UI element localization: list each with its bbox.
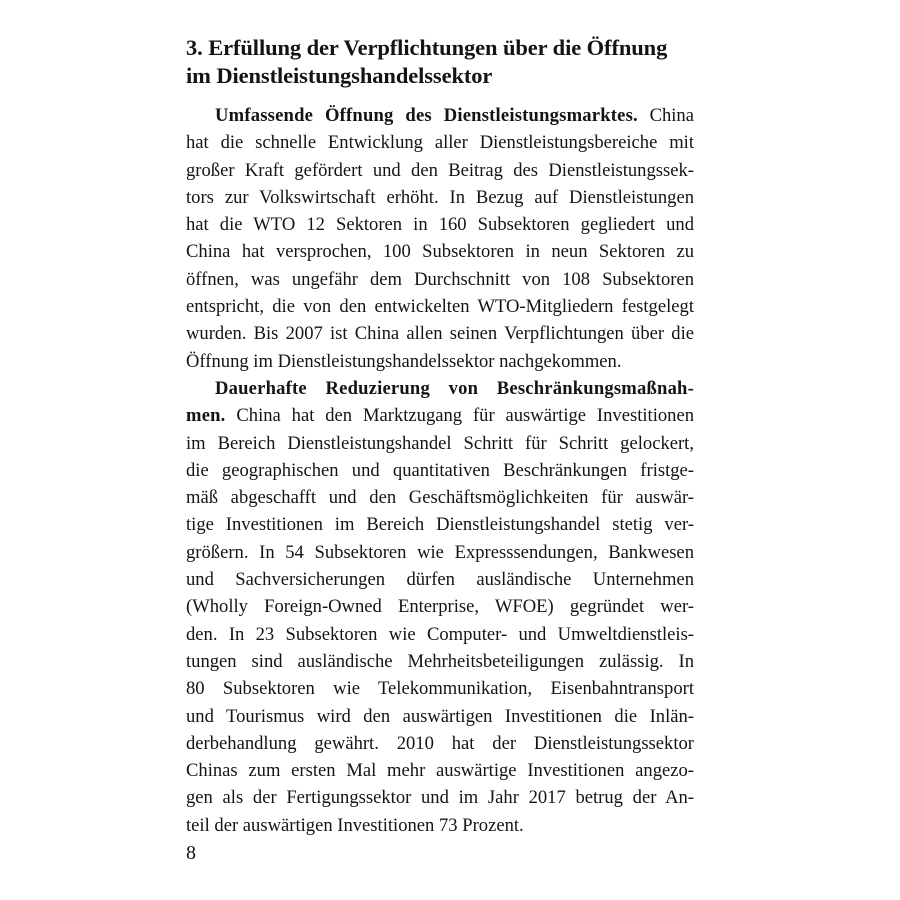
page-number: 8 <box>186 842 196 864</box>
paragraph-line: 80 Subsektoren wie Telekommunikation, Eisenbahntransport <box>186 678 694 700</box>
paragraph-lead: Umfassende Öffnung des Dienstleistungsmarktes. <box>215 105 638 126</box>
paragraph-line <box>186 102 694 129</box>
paragraph-dienstleistungsmarkt <box>186 102 694 375</box>
paragraph-line: großer Kraft gefördert und den Beitrag des Dienstleistungssek- <box>186 159 694 181</box>
paragraph-line: im Bereich Dienstleistungshandel Schritt für Schritt gelockert, <box>186 432 694 454</box>
section-heading <box>186 34 694 90</box>
paragraph-line: öffnen, was ungefähr dem Durchschnitt von 108 Subsektoren <box>186 268 694 290</box>
paragraph-text: China <box>637 105 694 126</box>
paragraph-line: Öffnung im Dienstleistungshandelssektor nachgekommen. <box>186 350 622 372</box>
paragraph-line: und Tourismus wird den auswärtigen Investitionen die Inlän- <box>186 705 694 727</box>
paragraph-line: hat die schnelle Entwicklung aller Dienstleistungsbereiche mit <box>186 132 694 154</box>
paragraph-line: gen als der Fertigungssektor und im Jahr 2017 betrug der An- <box>186 787 694 809</box>
paragraph-line: wurden. Bis 2007 ist China allen seinen Verpflichtungen über die <box>186 323 694 345</box>
paragraph-line <box>186 402 694 429</box>
paragraph-line: derbehandlung gewährt. 2010 hat der Dienstleistungssektor <box>186 732 694 754</box>
paragraph-line: mäß abgeschafft und den Geschäftsmöglichkeiten für auswär- <box>186 487 694 509</box>
paragraph-line: tors zur Volkswirtschaft erhöht. In Bezug auf Dienstleistungen <box>186 186 694 208</box>
paragraph-line: Chinas zum ersten Mal mehr auswärtige Investitionen angezo- <box>186 760 694 782</box>
paragraph-line: tige Investitionen im Bereich Dienstleistungshandel stetig ver- <box>186 514 694 536</box>
section-heading-line-2: im Dienstleistungshandelssektor <box>186 63 493 88</box>
paragraph-line: China hat versprochen, 100 Subsektoren in neun Sektoren zu <box>186 241 694 263</box>
paragraph-line: und Sachversicherungen dürfen ausländische Unternehmen <box>186 569 694 591</box>
paragraph-text: China hat den Marktzugang für auswärtige Investitionen <box>225 405 694 427</box>
paragraph-beschraenkungsmassnahmen <box>186 375 694 839</box>
section-heading-line-1: 3. Erfüllung der Verpflichtungen über die Öffnung <box>186 35 668 60</box>
paragraph-lead: Dauerhafte Reduzierung von Beschränkungsmaßnah- <box>215 377 694 399</box>
paragraph-line: den. In 23 Subsektoren wie Computer- und Umweltdienstleis- <box>186 623 694 645</box>
paragraph-line: größern. In 54 Subsektoren wie Expresssendungen, Bankwesen <box>186 541 694 563</box>
document-page <box>186 34 694 839</box>
paragraph-line: (Wholly Foreign-Owned Enterprise, WFOE) gegründet wer- <box>186 596 694 618</box>
paragraph-line: teil der auswärtigen Investitionen 73 Prozent. <box>186 814 524 836</box>
paragraph-line: hat die WTO 12 Sektoren in 160 Subsektoren gegliedert und <box>186 214 694 236</box>
paragraph-line: tungen sind ausländische Mehrheitsbeteiligungen zulässig. In <box>186 650 694 672</box>
paragraph-line: entspricht, die von den entwickelten WTO-Mitgliedern festgelegt <box>186 296 694 318</box>
paragraph-line <box>186 375 694 402</box>
paragraph-line: die geographischen und quantitativen Beschränkungen fristge- <box>186 459 694 481</box>
paragraph-lead: men. <box>186 405 226 427</box>
